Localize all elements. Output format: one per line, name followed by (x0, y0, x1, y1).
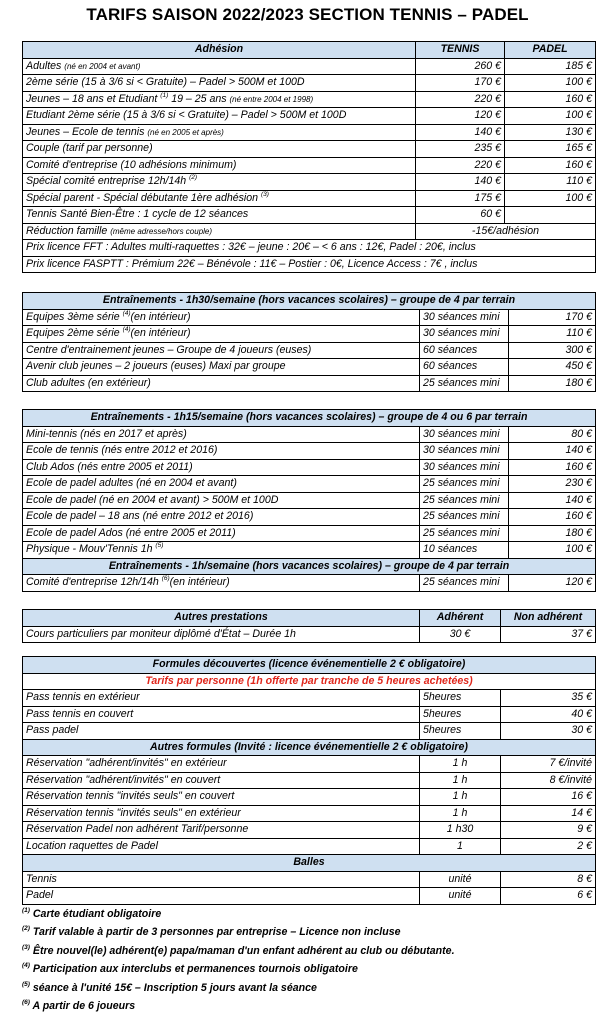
table-row (23, 525, 596, 542)
price: 140 € (509, 492, 596, 509)
seances: 30 séances mini (420, 443, 509, 460)
price: 450 € (509, 359, 596, 376)
table-row (23, 706, 596, 723)
row-label: Ecole de padel adultes (né en 2004 et avant) (23, 476, 420, 493)
row-label: Jeunes – Ecole de tennis (né en 2005 et après) (23, 124, 416, 141)
formules-table (22, 656, 596, 905)
adhesion-header: Adhésion (23, 42, 416, 59)
price: 300 € (509, 342, 596, 359)
table-row (23, 157, 596, 174)
tennis-price: 120 € (416, 108, 505, 125)
row-label: Pass padel (23, 723, 420, 740)
table-row (23, 359, 596, 376)
reduction-value: -15€/adhésion (416, 223, 596, 240)
price: 40 € (501, 706, 596, 723)
section-header: Autres prestations (23, 610, 420, 627)
quantity: unité (420, 871, 501, 888)
table-row (23, 772, 596, 789)
table-row (23, 124, 596, 141)
padel-price: 110 € (505, 174, 596, 191)
row-label: Padel (23, 888, 420, 905)
section-header-row (23, 410, 596, 427)
table-row (23, 789, 596, 806)
training-1h30-table (22, 292, 596, 392)
row-label: Ecole de padel Ados (né entre 2005 et 2011) (23, 525, 420, 542)
seances: 30 séances mini (420, 309, 509, 326)
section-header: Formules découvertes (licence événementielle 2 € obligatoire) (23, 657, 596, 674)
section-header: Autres formules (Invité : licence événementielle 2 € obligatoire) (23, 739, 596, 756)
table-row (23, 542, 596, 559)
table-row (23, 492, 596, 509)
quantity: 1 h (420, 789, 501, 806)
table-row (23, 822, 596, 839)
non-adherent-header: Non adhérent (501, 610, 596, 627)
tennis-price: 140 € (416, 124, 505, 141)
padel-price: 100 € (505, 75, 596, 92)
price: 9 € (501, 822, 596, 839)
footnote: $^{(5)}$ séance à l'unité 15€ – Inscription 5 jours avant la séance (22, 980, 317, 994)
tennis-price: 220 € (416, 91, 505, 108)
row-label: Comité d'entreprise (10 adhésions minimum) (23, 157, 416, 174)
quantity: 5heures (420, 723, 501, 740)
seances: 60 séances (420, 359, 509, 376)
section-header-row (23, 739, 596, 756)
seances: 25 séances mini (420, 525, 509, 542)
adhesion-table (22, 41, 596, 273)
padel-price: 160 € (505, 91, 596, 108)
table-row (23, 459, 596, 476)
price: 160 € (509, 509, 596, 526)
row-label: Avenir club jeunes – 2 joueurs (euses) Maxi par groupe (23, 359, 420, 376)
table-row (23, 141, 596, 158)
price: 110 € (509, 326, 596, 343)
table-row (23, 426, 596, 443)
row-label: Equipes 3ème série $^{(4)}$(en intérieur) (23, 309, 420, 326)
licence-row (23, 256, 596, 273)
table-row (23, 871, 596, 888)
seances: 25 séances mini (420, 575, 509, 592)
row-label: Jeunes – 18 ans et Etudiant $^{(1)}$ 19 – 25 ans (né entre 2004 et 1998) (23, 91, 416, 108)
table-row (23, 756, 596, 773)
table-row (23, 509, 596, 526)
table-row (23, 723, 596, 740)
price: 30 € (501, 723, 596, 740)
tennis-price: 170 € (416, 75, 505, 92)
seances: 30 séances mini (420, 459, 509, 476)
price: 170 € (509, 309, 596, 326)
page-title: TARIFS SAISON 2022/2023 SECTION TENNIS – PADEL (86, 5, 529, 24)
section-header: Entraînements - 1h/semaine (hors vacances scolaires) – groupe de 4 par terrain (23, 558, 596, 575)
price: 8 €/invité (501, 772, 596, 789)
tennis-price: 260 € (416, 58, 505, 75)
licence-fasptt-text: Prix licence FASPTT : Prémium 22€ – Bénévole : 11€ – Postier : 0€, Licence Access : 7€ , inclus (23, 256, 596, 273)
seances: 10 séances (420, 542, 509, 559)
footnote: $^{(4)}$ Participation aux interclubs et permanences tournois obligatoire (22, 962, 358, 976)
quantity: 5heures (420, 690, 501, 707)
adhesion-header-row (23, 42, 596, 59)
tennis-price: 235 € (416, 141, 505, 158)
table-row (23, 838, 596, 855)
licence-fft-text: Prix licence FFT : Adultes multi-raquettes : 32€ – jeune : 20€ – < 6 ans : 12€, Padel : 20€, inclus (23, 240, 596, 257)
price: 140 € (509, 443, 596, 460)
table-row (23, 207, 596, 224)
row-label: Ecole de padel – 18 ans (né entre 2012 et 2016) (23, 509, 420, 526)
section-header-row (23, 558, 596, 575)
table-row (23, 690, 596, 707)
seances: 30 séances mini (420, 426, 509, 443)
table-row (23, 75, 596, 92)
table-row (23, 326, 596, 343)
seances: 25 séances mini (420, 492, 509, 509)
row-label: 2ème série (15 à 3/6 si < Gratuite) – Padel > 500M et 100D (23, 75, 416, 92)
padel-price: 100 € (505, 108, 596, 125)
price: 180 € (509, 375, 596, 392)
section-header: Entraînements - 1h30/semaine (hors vacances scolaires) – groupe de 4 par terrain (23, 293, 596, 310)
tennis-price: 175 € (416, 190, 505, 207)
price: 120 € (509, 575, 596, 592)
seances: 25 séances mini (420, 509, 509, 526)
row-label: Réservation tennis "invités seuls" en extérieur (23, 805, 420, 822)
tennis-header: TENNIS (416, 42, 505, 59)
non-adherent-price: 37 € (501, 626, 596, 643)
row-label: Réduction famille (même adresse/hors couple) (23, 223, 416, 240)
row-label: Tennis (23, 871, 420, 888)
section-header: Entraînements - 1h15/semaine (hors vacances scolaires) – groupe de 4 ou 6 par terrain (23, 410, 596, 427)
table-row (23, 805, 596, 822)
row-label: Club Ados (nés entre 2005 et 2011) (23, 459, 420, 476)
price: 16 € (501, 789, 596, 806)
other-services-table (22, 609, 596, 643)
row-label: Spécial comité entreprise 12h/14h $^{(2)}$ (23, 174, 416, 191)
row-label: Ecole de padel (né en 2004 et avant) > 500M et 100D (23, 492, 420, 509)
section-header-row (23, 610, 596, 627)
tennis-price: 220 € (416, 157, 505, 174)
quantity: 1 (420, 838, 501, 855)
table-row (23, 375, 596, 392)
row-label: Centre d'entrainement jeunes – Groupe de 4 joueurs (euses) (23, 342, 420, 359)
adherent-header: Adhérent (420, 610, 501, 627)
section-header-row (23, 657, 596, 674)
tennis-price: 60 € (416, 207, 505, 224)
footnote: $^{(6)}$ A partir de 6 joueurs (22, 998, 136, 1012)
row-label: Physique - Mouv'Tennis 1h $^{(5)}$ (23, 542, 420, 559)
section-header-row (23, 855, 596, 872)
training-1h15-table (22, 409, 596, 592)
red-note-row (23, 673, 596, 690)
table-row (23, 626, 596, 643)
row-label: Réservation "adhérent/invités" en couvert (23, 772, 420, 789)
padel-price: 185 € (505, 58, 596, 75)
padel-price: 130 € (505, 124, 596, 141)
tennis-price: 140 € (416, 174, 505, 191)
row-label: Couple (tarif par personne) (23, 141, 416, 158)
row-label: Tennis Santé Bien-Être : 1 cycle de 12 séances (23, 207, 416, 224)
row-label: Pass tennis en couvert (23, 706, 420, 723)
padel-price: 100 € (505, 190, 596, 207)
footnote: $^{(3)}$ Être nouvel(le) adhérent(e) papa/maman d'un enfant adhérent au club ou débutante. (22, 943, 455, 957)
row-label: Réservation Padel non adhérent Tarif/personne (23, 822, 420, 839)
reduction-row (23, 223, 596, 240)
quantity: 1 h (420, 756, 501, 773)
seances: 25 séances mini (420, 375, 509, 392)
tarifs-note: Tarifs par personne (1h offerte par tranche de 5 heures achetées) (23, 673, 596, 690)
footnote: $^{(2)}$ Tarif valable à partir de 3 personnes par entreprise – Licence non incluse (22, 925, 401, 939)
price: 100 € (509, 542, 596, 559)
table-row (23, 342, 596, 359)
table-row (23, 309, 596, 326)
quantity: 1 h (420, 772, 501, 789)
table-row (23, 575, 596, 592)
price: 180 € (509, 525, 596, 542)
footnotes (22, 905, 595, 1015)
price: 160 € (509, 459, 596, 476)
table-row (23, 190, 596, 207)
price: 8 € (501, 871, 596, 888)
table-row (23, 476, 596, 493)
price: 80 € (509, 426, 596, 443)
table-row (23, 108, 596, 125)
row-label: Adultes (né en 2004 et avant) (23, 58, 416, 75)
row-label: Cours particuliers par moniteur diplômé d'État – Durée 1h (23, 626, 420, 643)
quantity: 5heures (420, 706, 501, 723)
seances: 30 séances mini (420, 326, 509, 343)
row-label: Equipes 2ème série $^{(4)}$(en intérieur) (23, 326, 420, 343)
quantity: 1 h30 (420, 822, 501, 839)
padel-header: PADEL (505, 42, 596, 59)
price: 35 € (501, 690, 596, 707)
padel-price: 165 € (505, 141, 596, 158)
price: 14 € (501, 805, 596, 822)
row-label: Comité d'entreprise 12h/14h $^{(6)}$(en intérieur) (23, 575, 420, 592)
row-label: Réservation "adhérent/invités" en extérieur (23, 756, 420, 773)
seances: 60 séances (420, 342, 509, 359)
footnote: $^{(1)}$ Carte étudiant obligatoire (22, 907, 162, 920)
seances: 25 séances mini (420, 476, 509, 493)
table-row (23, 58, 596, 75)
price: 7 €/invité (501, 756, 596, 773)
table-row (23, 174, 596, 191)
quantity: unité (420, 888, 501, 905)
table-row (23, 888, 596, 905)
table-row (23, 91, 596, 108)
row-label: Mini-tennis (nés en 2017 et après) (23, 426, 420, 443)
row-label: Location raquettes de Padel (23, 838, 420, 855)
row-label: Réservation tennis "invités seuls" en couvert (23, 789, 420, 806)
quantity: 1 h (420, 805, 501, 822)
licence-row (23, 240, 596, 257)
padel-price (505, 207, 596, 224)
row-label: Club adultes (en extérieur) (23, 375, 420, 392)
price: 230 € (509, 476, 596, 493)
adherent-price: 30 € (420, 626, 501, 643)
section-header: Balles (23, 855, 596, 872)
price: 2 € (501, 838, 596, 855)
section-header-row (23, 293, 596, 310)
padel-price: 160 € (505, 157, 596, 174)
table-row (23, 443, 596, 460)
row-label: Etudiant 2ème série (15 à 3/6 si < Gratuite) – Padel > 500M et 100D (23, 108, 416, 125)
price: 6 € (501, 888, 596, 905)
row-label: Ecole de tennis (nés entre 2012 et 2016) (23, 443, 420, 460)
row-label: Spécial parent - Spécial débutante 1ère adhésion $^{(3)}$ (23, 190, 416, 207)
row-label: Pass tennis en extérieur (23, 690, 420, 707)
